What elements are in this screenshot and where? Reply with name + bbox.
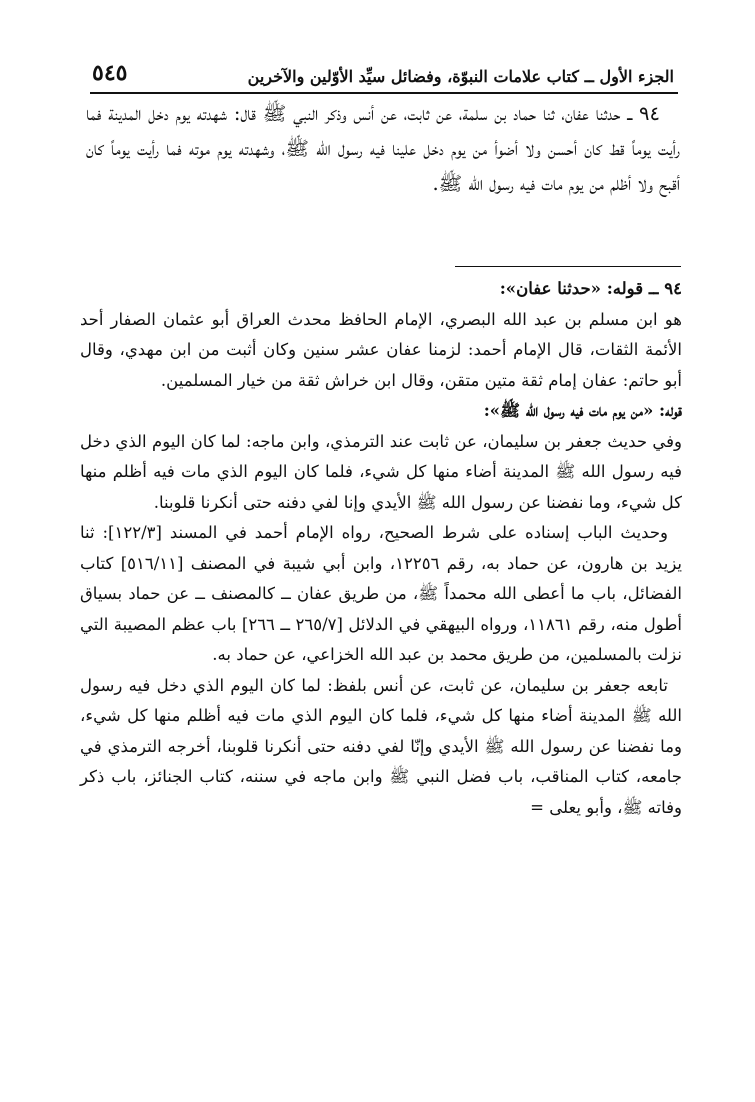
hadith-text — [86, 96, 680, 201]
note-heading-day-of-death: قوله: «من يوم مات فيه رسول الله ﷺ»: — [483, 401, 682, 420]
commentary — [80, 274, 682, 823]
running-title: الجزء الأول ــ كتاب علامات النبوّة، وفضائل سيِّد الأوّلين والآخرين — [247, 67, 674, 86]
hadith-paragraph: ٩٤ ــ حدثنا عفان، ثنا حماد بن سلمة، عن ثابت، عن أنس وذكر النبي ﷺ قال: شهدته يوم دخل المدينة فما رأيت يوماً قط كان أحسن ولا أضوأ من يوم دخل علينا فيه رسول الله ﷺ، وشهدته يوم موته فما رأيت يوماً كان أقبح ولا أظلم من يوم مات فيه رسول الله ﷺ. — [86, 102, 680, 195]
note-text-day-of-death: وفي حديث جعفر بن سليمان، عن ثابت عند الترمذي، وابن ماجه: لما كان اليوم الذي دخل فيه رسول الله ﷺ المدينة أضاء منها كل شيء، فلما كان اليوم الذي مات فيه أظلم منها كل شيء، وما نفضنا عن رسول الله ﷺ الأيدي وإنا لفي دفنه حتى أنكرنا قلوبنا. — [80, 431, 682, 512]
note-paragraph-mutabaah: تابعه جعفر بن سليمان، عن ثابت، عن أنس بلفظ: لما كان اليوم الذي دخل فيه رسول الله ﷺ المدينة أضاء منها كل شيء، فلما كان اليوم الذي مات فيه أظلم منها كل شيء، وما نفضنا عن رسول الله ﷺ الأيدي وإنّا لفي دفنه حتى أنكرنا قلوبنا، أخرجه الترمذي في جامعه، كتاب المناقب، باب فضل النبي ﷺ وابن ماجه في سننه، كتاب الجنائز، باب ذكر وفاته ﷺ، وأبو يعلى = — [80, 675, 682, 817]
footnote-divider — [455, 266, 681, 267]
note-heading-affan: ٩٤ ــ قوله: «حدثنا عفان»: — [499, 279, 682, 298]
page-number: ٥٤٥ — [92, 60, 128, 86]
note-paragraph-takhrij: وحديث الباب إسناده على شرط الصحيح، رواه الإمام أحمد في المسند [١٢٢/٣]: ثنا يزيد بن هارون، عن حماد به، رقم ١٢٢٥٦، وابن أبي شيبة في المصنف [٥١٦/١١] كتاب الفضائل، باب ما أعطى الله محمداً ﷺ، من طريق عفان ــ كالمصنف ــ عن حماد بسياق أطول منه، رقم ١١٨٦١، ورواه البيهقي في الدلائل [٢٦٥/٧ ــ ٢٦٦] باب عظم المصيبة التي نزلت بالمسلمين، من طريق محمد بن عبد الله الخزاعي، عن حماد به. — [80, 523, 683, 664]
header-divider — [90, 92, 678, 94]
page-header — [92, 52, 674, 86]
note-text-affan: هو ابن مسلم بن عبد الله البصري، الإمام الحافظ محدث العراق أبو عثمان الصفار أحد الأئمة الثقات، قال الإمام أحمد: لزمنا عفان عشر سنين وكان أثبت من ابن مهدي، وقال أبو حاتم: عفان إمام ثقة متين متقن، وقال ابن خراش ثقة من خيار المسلمين. — [80, 309, 682, 390]
